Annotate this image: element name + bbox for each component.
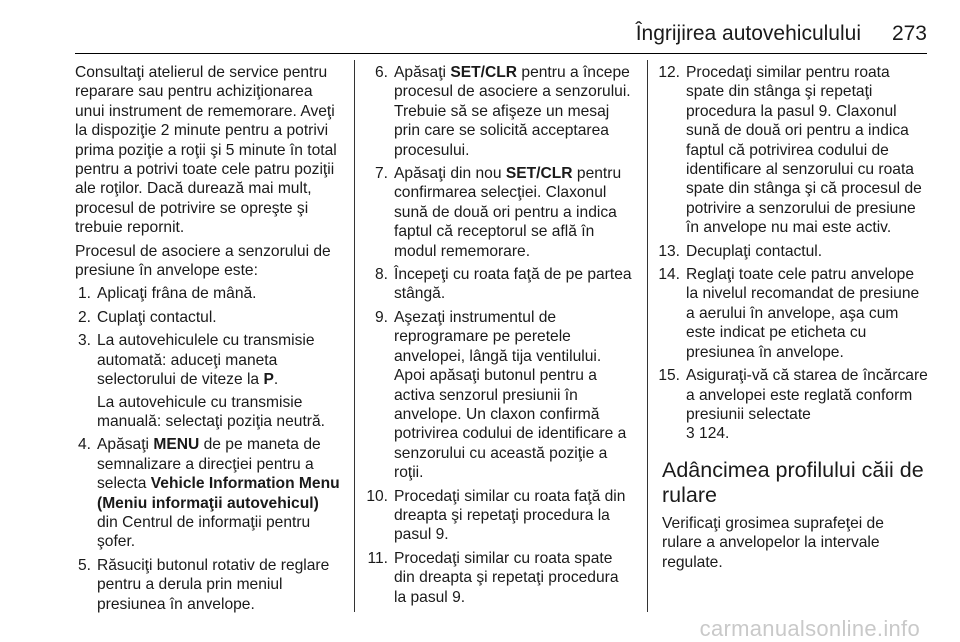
step-number: 2. bbox=[77, 308, 91, 326]
steps-list-2 bbox=[366, 63, 634, 607]
vehicle-info-menu-label: Vehicle Information Menu (Meniu informaţii autovehicul) bbox=[97, 475, 340, 512]
steps-list-3 bbox=[658, 63, 928, 444]
step-number: 4. bbox=[77, 436, 91, 454]
step-text: Decuplaţi contactul. bbox=[686, 242, 823, 260]
column-1 bbox=[75, 63, 343, 618]
step-text: Cuplaţi contactul. bbox=[97, 308, 217, 326]
step-8 bbox=[374, 265, 634, 304]
step-10 bbox=[366, 487, 634, 545]
menu-label: MENU bbox=[153, 436, 200, 454]
step-14 bbox=[658, 265, 928, 362]
step-number: 6. bbox=[374, 64, 388, 81]
column-divider-1 bbox=[354, 60, 355, 612]
header-rule bbox=[75, 53, 927, 54]
step-number: 11. bbox=[367, 549, 388, 567]
step-5 bbox=[77, 556, 343, 614]
page-number: 273 bbox=[891, 22, 927, 45]
page-reference-link[interactable]: 124. bbox=[699, 425, 730, 443]
step-2 bbox=[77, 308, 343, 327]
steps-list-1 bbox=[77, 284, 343, 614]
step-11 bbox=[367, 549, 634, 607]
header-title: Îngrijirea autovehiculului bbox=[635, 22, 861, 45]
step-text: Începeţi cu roata faţă de pe partea stângă. bbox=[394, 266, 632, 303]
step-number: 14. bbox=[658, 266, 680, 284]
step-7: 7. Apăsaţi din nou SET/CLR pentru confirmarea selecţiei. Claxonul sună de două ori pentru a indica faptul că receptorul se află în modul rememorare. bbox=[374, 165, 622, 260]
step-15 bbox=[658, 366, 928, 444]
column-divider-2 bbox=[647, 60, 648, 612]
section-paragraph: Verificaţi grosimea suprafeţei de rulare a anvelopelor la intervale regulate. bbox=[662, 514, 884, 571]
column-2 bbox=[366, 63, 634, 611]
step-number: 15. bbox=[658, 367, 680, 385]
step-text: Procedaţi similar pentru roata spate din stânga şi repetaţi procedura la pasul 9. Claxonul sună de două ori pentru a indica faptul că potrivirea codului de identificare al senzorului cu roata spate din stânga şi că procesul de potrivire a senzorului de presiune în anvelope nu mai este activ. bbox=[686, 64, 922, 237]
page-header bbox=[75, 22, 927, 48]
set-clr-label: SET/CLR bbox=[505, 165, 573, 183]
step-text: Asiguraţi-vă că starea de încărcare a anvelopei este reglată conform presiunii selectate bbox=[686, 367, 928, 423]
section-heading: Adâncimea profilului căii de rulare bbox=[662, 457, 924, 507]
step-text: La autovehiculele cu transmisie automată: aduceţi maneta selectorului de viteze la bbox=[97, 332, 315, 389]
step-number: 3. bbox=[77, 332, 91, 350]
step-6: 6. Apăsaţi SET/CLR pentru a începe procesul de asociere a senzorului. Trebuie să se afişeze un mesaj prin care se solicită acceptarea procesului. bbox=[374, 64, 631, 159]
step-text: Procedaţi similar cu roata faţă din dreapta şi repetaţi procedura la pasul 9. bbox=[394, 487, 626, 544]
step-number: 13. bbox=[658, 242, 680, 260]
step-4: 4. Apăsaţi MENU de pe maneta de semnalizare a direcţiei pentru a selecta Vehicle Information Menu (Meniu informaţii autovehicul) din Centrul de informaţii pentru şofer. bbox=[77, 436, 340, 551]
gear-position-p: P bbox=[263, 371, 274, 389]
watermark: carmanualsonline.info bbox=[699, 616, 920, 641]
step-number: 8. bbox=[374, 266, 388, 284]
step-13 bbox=[658, 242, 928, 261]
step-text: Răsuciţi butonul rotativ de reglare pentru a derula prin meniul presiunea în anvelope. bbox=[97, 556, 330, 613]
step-1 bbox=[77, 284, 343, 303]
step-text: Aplicaţi frâna de mână. bbox=[97, 285, 257, 303]
step-number: 10. bbox=[366, 487, 388, 505]
column-3 bbox=[658, 63, 928, 576]
reference-triangle-icon: 3 bbox=[686, 425, 695, 443]
step-3: 3. La autovehiculele cu transmisie automată: aduceţi maneta selectorului de viteze la P. La autovehicule cu transmisie manuală: selectaţi poziţia neutră. bbox=[97, 331, 343, 431]
step-text: Reglaţi toate cele patru anvelope la nivelul recomandat de presiune a aerului în anvelope, aşa cum este indicat pe eticheta cu presiunea în anvelope. bbox=[686, 266, 920, 361]
step-text: Procedaţi similar cu roata spate din dreapta şi repetaţi procedura la pasul 9. bbox=[394, 549, 619, 606]
intro-paragraph: Consultaţi atelierul de service pentru reparare sau pentru achiziţionarea unui instrument de rememorare. Aveţi la dispoziţie 2 minute pentru a potrivi prima poziţie a roţii şi 5 minute în total pentru a potrivi toate cele patru poziţii ale roţilor. Dacă durează mai mult, procesul de potrivire se opreşte şi trebuie repornit. bbox=[75, 64, 337, 237]
step-3-note: La autovehicule cu transmisie manuală: selectaţi poziţia neutră. bbox=[97, 393, 325, 430]
procedure-intro: Procesul de asociere a senzorului de presiune în anvelope este: bbox=[75, 242, 331, 280]
step-number: 12. bbox=[658, 64, 680, 81]
step-text: Aşezaţi instrumentul de reprogramare pe peretele anvelopei, lângă tija ventilului. Apoi apăsaţi butonul pentru a activa senzorul presiunii în anvelope. Un claxon confirmă potrivirea codului de identificare a senzorului cu această poziţie a roţii. bbox=[394, 308, 627, 482]
step-number: 7. bbox=[374, 165, 388, 183]
set-clr-label: SET/CLR bbox=[450, 64, 518, 81]
step-9 bbox=[374, 308, 634, 483]
step-12 bbox=[658, 63, 928, 238]
step-number: 5. bbox=[77, 556, 91, 574]
step-number: 1. bbox=[77, 285, 91, 303]
step-number: 9. bbox=[374, 308, 388, 326]
